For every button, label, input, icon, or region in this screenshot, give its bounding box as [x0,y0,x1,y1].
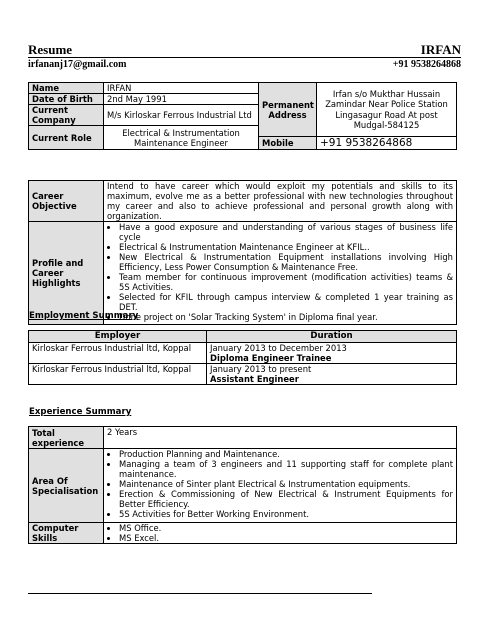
list-item: • MS Excel. [119,533,453,543]
address-line: Zamindar Near Police Station [325,99,448,109]
period: January 2013 to present [210,364,312,374]
contact-row [28,59,461,70]
company-label: Current Company [29,105,104,126]
list-item: • Team member for continuous improvement (modification activities) teams & 5S Activities. [119,272,453,292]
personal-details-table [28,82,457,150]
employer-cell: Kirloskar Ferrous Industrial ltd, Koppal [29,364,207,385]
candidate-name: IRFAN [420,42,461,57]
list-item: • Maintenance of Sinter plant Electrical & Instrumentation equipments. [119,479,453,489]
role-value: Electrical & Instrumentation Maintenance Engineer [104,126,259,150]
name-value: IRFAN [104,83,259,94]
footer-rule [28,593,372,594]
total-experience-label: Total experience [29,427,104,449]
list-item: • MS Office. [119,523,453,533]
company-value: M/s Kirloskar Ferrous Industrial Ltd [104,105,259,126]
title-row [28,42,461,58]
phone-number: +91 9538264868 [392,59,461,70]
email-address: irfananj17@gmail.com [28,59,127,70]
duration-cell [207,364,457,385]
employment-table [28,330,457,385]
period: January 2013 to December 2013 [210,343,347,353]
duration-column-header: Duration [207,331,457,343]
job-title: Diploma Engineer Trainee [210,353,332,363]
resume-label: Resume [28,42,73,57]
computer-skills-list [104,523,457,544]
list-item: • Done project on 'Solar Tracking System' in Diploma final year. [119,312,453,322]
list-item: • 5S Activities for Better Working Environment. [119,509,453,519]
mobile-label: Mobile [259,137,317,150]
address-value [317,83,457,137]
list-item: • Have a good exposure and understanding of various stages of business life cycle [119,222,453,242]
employment-heading: Employment Summary [29,311,139,321]
dob-value: 2nd May 1991 [104,94,259,105]
name-label: Name [29,83,104,94]
objective-text: Intend to have career which would exploit my potentials and skills to its maximum, evolve me as a better professional with new technologies throughout my career and also to achieve professional and personal growth along with organization. [104,181,457,222]
list-item: • Selected for KFIL through campus interview & completed 1 year training as DET. [119,292,453,312]
job-title: Assistant Engineer [210,374,299,384]
experience-table [28,426,457,544]
table-row [29,343,457,364]
experience-heading: Experience Summary [29,407,132,417]
list-item: • Managing a team of 3 engineers and 11 supporting staff for complete plant maintenance. [119,459,453,479]
total-experience-value: 2 Years [104,427,457,449]
highlights-list [104,222,457,325]
employer-cell: Kirloskar Ferrous Industrial ltd, Koppal [29,343,207,364]
list-item: • Production Planning and Maintenance. [119,449,453,459]
address-label: Permanent Address [259,83,317,137]
highlights-label: Profile and Career Highlights [29,222,104,325]
duration-cell [207,343,457,364]
table-row [29,364,457,385]
resume-header [28,42,461,70]
address-line: Mudgal-584125 [353,120,420,130]
list-item: • Electrical & Instrumentation Maintenance Engineer at KFIL.. [119,242,453,252]
specialisation-list [104,449,457,523]
specialisation-label: Area Of Specialisation [29,449,104,523]
address-line: Irfan s/o Mukthar Hussain [332,88,441,99]
career-table [28,180,457,325]
computer-skills-label: Computer Skills [29,523,104,544]
objective-label: Career Objective [29,181,104,222]
address-line: Lingasagur Road At post [335,109,438,120]
employer-column-header: Employer [29,331,207,343]
dob-label: Date of Birth [29,94,104,105]
mobile-value: +91 9538264868 [317,137,457,150]
list-item: • New Electrical & Instrumentation Equipment installations involving High Efficiency, Less Power Consumption & Maintenance Free. [119,252,453,272]
list-item: • Erection & Commissioning of New Electrical & Instrument Equipments for Better Efficiency. [119,489,453,509]
role-label: Current Role [29,126,104,150]
